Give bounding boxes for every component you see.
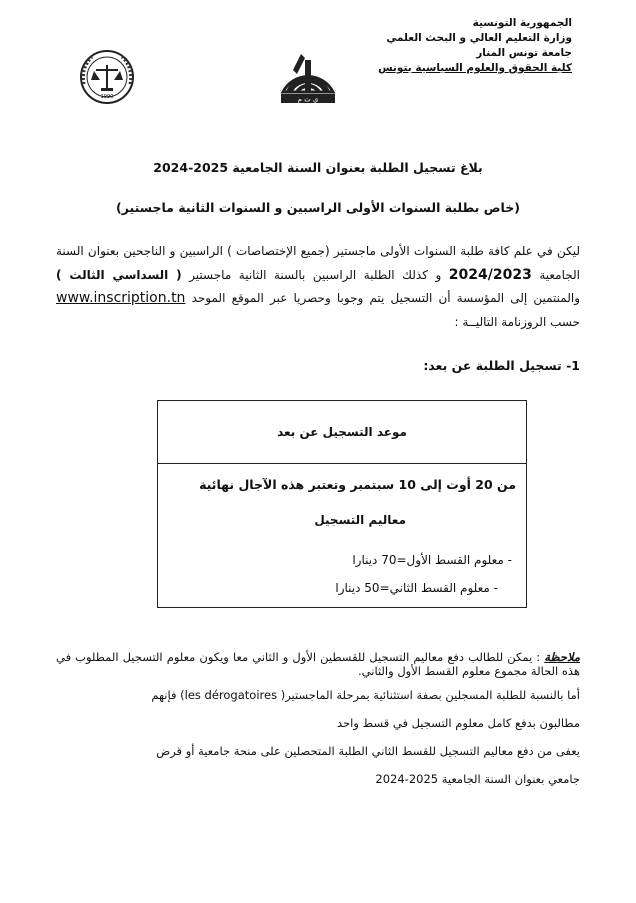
intro-text-2: و كذلك الطلبة الراسبين بالسنة الثانية ماجستير — [181, 267, 449, 282]
semester-label: ( السداسي الثالث ) — [56, 267, 182, 282]
table-heading-remote: موعد التسجيل عن بعد — [277, 425, 407, 439]
inscription-link[interactable]: www.inscription.tn — [56, 290, 186, 306]
table-fee-second: - معلوم القسط الثاني=50 دينارا — [335, 581, 498, 595]
faculty-seal-icon — [78, 48, 136, 106]
table-divider — [158, 463, 526, 464]
note-exemption-line: يعفى من دفع معاليم التسجيل للقسط الثاني الطلبة المتحصلين على منحة جامعية أو قرض — [156, 744, 580, 758]
intro-text-4: حسب الروزنامة التاليــة : — [454, 314, 580, 329]
header-line-faculty: كلية الحقوق والعلوم السياسية بتونس — [378, 62, 572, 74]
table-dates: من 20 أوت إلى 10 سبتمبر وتعتبر هذه الآجال نهائية — [199, 477, 516, 492]
registration-table — [157, 400, 527, 608]
note-exemption-year-line: جامعي بعنوان السنة الجامعية 2025-2024 — [375, 772, 580, 786]
notice-subtitle: (خاص بطلبة السنوات الأولى الراسبين و السنوات الثانية ماجستير) — [116, 200, 520, 215]
section-heading-remote: 1- تسجيل الطلبة عن بعد: — [423, 358, 580, 373]
note-derogatory-line: أما بالنسبة للطلبة المسجلين بصفة استثنائية بمرحلة الماجستير( les dérogatoires) فإنهم — [151, 688, 580, 702]
header-line-republic: الجمهورية التونسية — [472, 17, 572, 29]
table-fees-heading: معاليم التسجيل — [314, 513, 406, 527]
header-institution — [312, 16, 572, 76]
note-single-payment-line: مطالبون بدفع كامل معلوم التسجيل في قسط واحد — [336, 716, 580, 730]
note-label: ملاحظة — [544, 650, 580, 664]
header-line-ministry: وزارة التعليم العالي و البحث العلمي — [386, 32, 572, 44]
notice-title: بلاغ تسجيل الطلبة بعنوان السنة الجامعية 2025-2024 — [153, 160, 483, 175]
note-text: : يمكن للطالب دفع معاليم التسجيل للقسطين الأول و الثاني معا ويكون معلوم التسجيل المطلوب في هذه الحالة مجموع معلوم القسط الأول والثاني. — [56, 650, 580, 678]
university-logo-icon — [275, 40, 341, 108]
intro-text-1: ليكن في علم كافة طلبة السنوات الأولى ماجستير (جميع الإختصاصات ) الراسبين و الناجحين بعنوان السنة الجامعية — [56, 244, 580, 282]
note-paragraph — [56, 650, 580, 678]
intro-paragraph — [56, 240, 580, 334]
svg-text:1990: 1990 — [100, 94, 114, 100]
academic-year: 2024/2023 — [448, 266, 532, 283]
header-line-university: جامعة تونس المنار — [476, 47, 572, 59]
intro-text-3: والمنتمين إلى المؤسسة أن التسجيل يتم وجوبا وحصريا عبر الموقع الموحد — [185, 291, 580, 305]
table-fee-first: - معلوم القسط الأول=70 دينارا — [352, 553, 512, 567]
logo-caption: ي ت م — [297, 95, 319, 104]
